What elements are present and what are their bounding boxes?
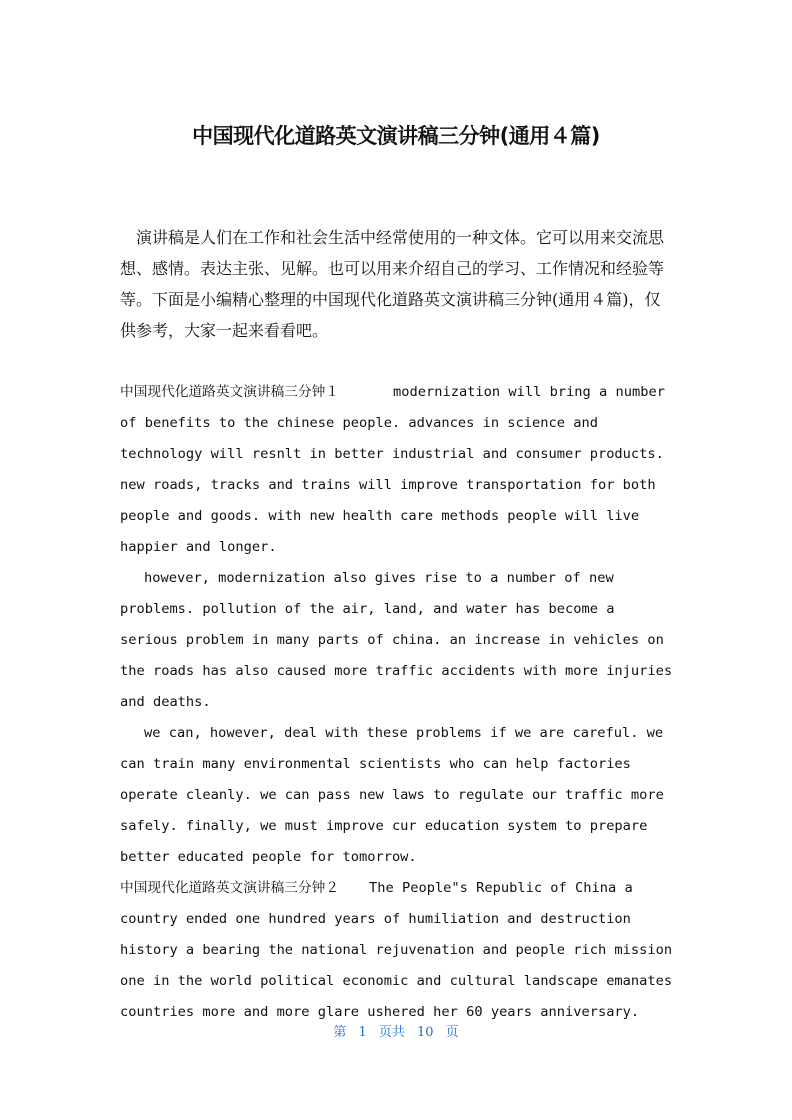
section-1-first-paragraph: [120, 377, 680, 563]
intro-paragraph: 演讲稿是人们在工作和社会生活中经常使用的一种文体。它可以用来交流思想、感情。表达主张、见解。也可以用来介绍自己的学习、工作情况和经验等等。下面是小编精心整理的中国现代化道路英文演讲稿三分钟(通用４篇)，仅供参考，大家一起来看看吧。: [120, 228, 665, 340]
section-1-heading: 中国现代化道路英文演讲稿三分钟１: [120, 384, 340, 400]
section-2-paragraph-1: The People"s Republic of China a country ended one hundred years of humiliation and destruction history a bearing the national rejuvenation and people rich mission one in the world political economic and cultural landscape emanates countries more and more glare ushered her 60 years anniversary.: [120, 880, 673, 1020]
section-1-paragraph-1: modernization will bring a number of benefits to the chinese people. advances in science and technology will resnlt in better industrial and consumer products. new roads, tracks and trains will improve transportation for both people and goods. with new health care methods people will live happier and longer.: [120, 384, 665, 555]
document-body: [120, 377, 680, 1028]
document-title: 中国现代化道路英文演讲稿三分钟(通用４篇): [192, 124, 600, 148]
section-2-first-paragraph: [120, 873, 680, 1028]
section-1-paragraph-3: we can, however, deal with these problems if we are careful. we can train many environmental scientists who can help factories operate cleanly. we can pass new laws to regulate our traffic more safely. finally, we must improve cur education system to prepare better educated people for tomorrow.: [120, 725, 664, 865]
page-number-footer: 第 1 页共 10 页: [333, 1025, 459, 1040]
section-1-paragraph-2: however, modernization also gives rise to a number of new problems. pollution of the air, land, and water has become a serious problem in many parts of china. an increase in vehicles on the roads has also caused more traffic accidents with more injuries and deaths.: [120, 570, 673, 710]
section-2-heading: 中国现代化道路英文演讲稿三分钟２: [120, 880, 340, 896]
